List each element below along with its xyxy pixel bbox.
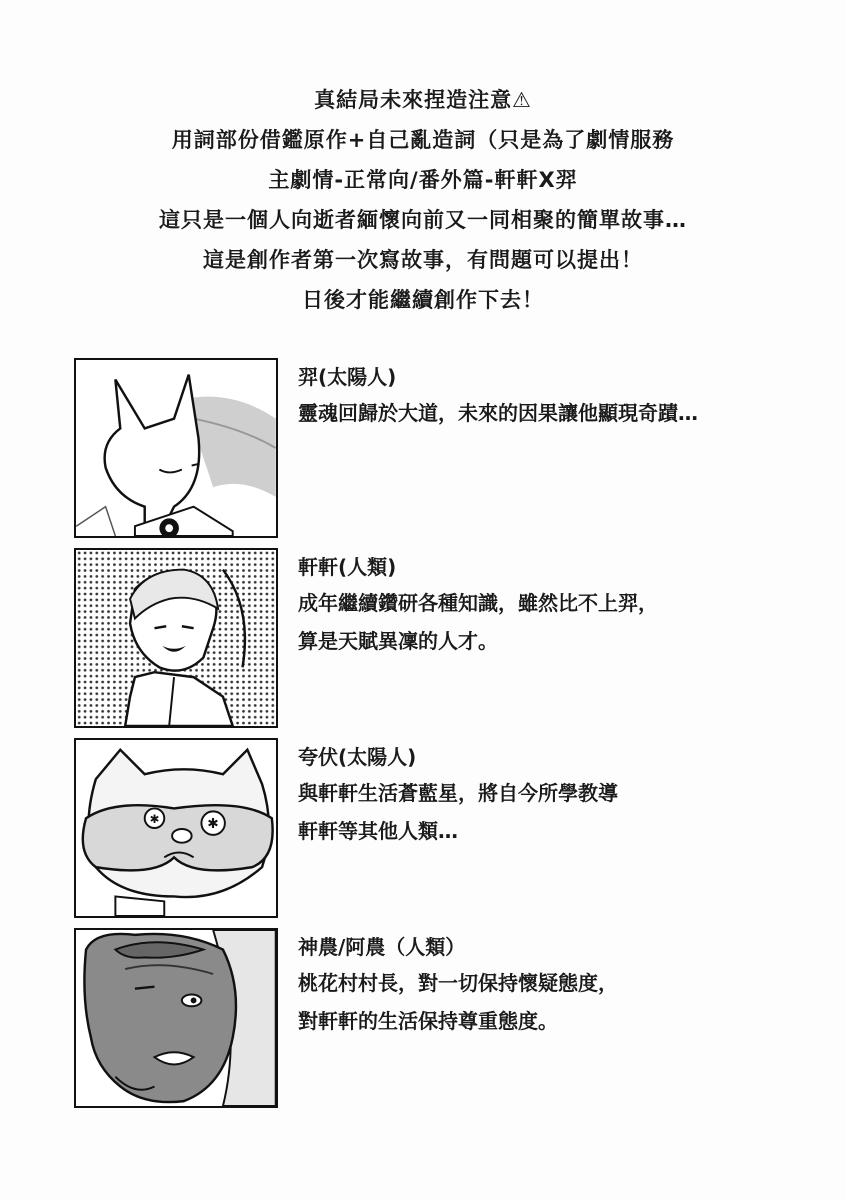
character-portrait bbox=[74, 928, 278, 1108]
intro-notice bbox=[0, 80, 846, 320]
character-description: 成年繼續鑽研各種知識，雖然比不上羿， bbox=[298, 591, 658, 615]
character-portrait bbox=[74, 358, 278, 538]
character-entry bbox=[74, 358, 814, 538]
character-description: 靈魂回歸於大道，未來的因果讓他顯現奇蹟… bbox=[298, 401, 698, 425]
intro-line: 真結局未來捏造注意⚠ bbox=[314, 88, 532, 112]
svg-text:✱: ✱ bbox=[207, 816, 219, 832]
intro-line: 這只是一個人向逝者緬懷向前又一同相聚的簡單故事… bbox=[159, 208, 687, 232]
character-portrait bbox=[74, 548, 278, 728]
character-entry bbox=[74, 548, 814, 728]
character-description: 算是天賦異凜的人才。 bbox=[298, 629, 498, 653]
character-name: 軒軒(人類) bbox=[298, 555, 397, 579]
character-description: 對軒軒的生活保持尊重態度。 bbox=[298, 1009, 558, 1033]
intro-line: 日後才能繼續創作下去！ bbox=[302, 288, 544, 312]
intro-line: 用詞部份借鑑原作+自己亂造詞（只是為了劇情服務 bbox=[171, 128, 675, 152]
character-name: 夸伏(太陽人) bbox=[298, 745, 417, 769]
character-name: 神農/阿農（人類） bbox=[298, 935, 466, 959]
character-entry bbox=[74, 738, 814, 918]
character-portrait bbox=[74, 738, 278, 918]
character-description: 桃花村村長，對一切保持懷疑態度， bbox=[298, 971, 618, 995]
svg-text:✱: ✱ bbox=[149, 812, 160, 827]
elder-icon bbox=[76, 930, 276, 1106]
cat-spirit-icon bbox=[76, 360, 276, 536]
intro-line: 這是創作者第一次寫故事，有問題可以提出！ bbox=[203, 248, 643, 272]
character-name: 羿(太陽人) bbox=[298, 365, 397, 389]
character-description: 與軒軒生活蒼藍星，將自今所學教導 bbox=[298, 781, 618, 805]
young-man-icon bbox=[76, 550, 276, 726]
round-cat-icon bbox=[76, 740, 276, 916]
intro-line: 主劇情-正常向/番外篇-軒軒X羿 bbox=[268, 168, 578, 192]
character-description: 軒軒等其他人類… bbox=[298, 819, 458, 843]
character-entry bbox=[74, 928, 814, 1108]
